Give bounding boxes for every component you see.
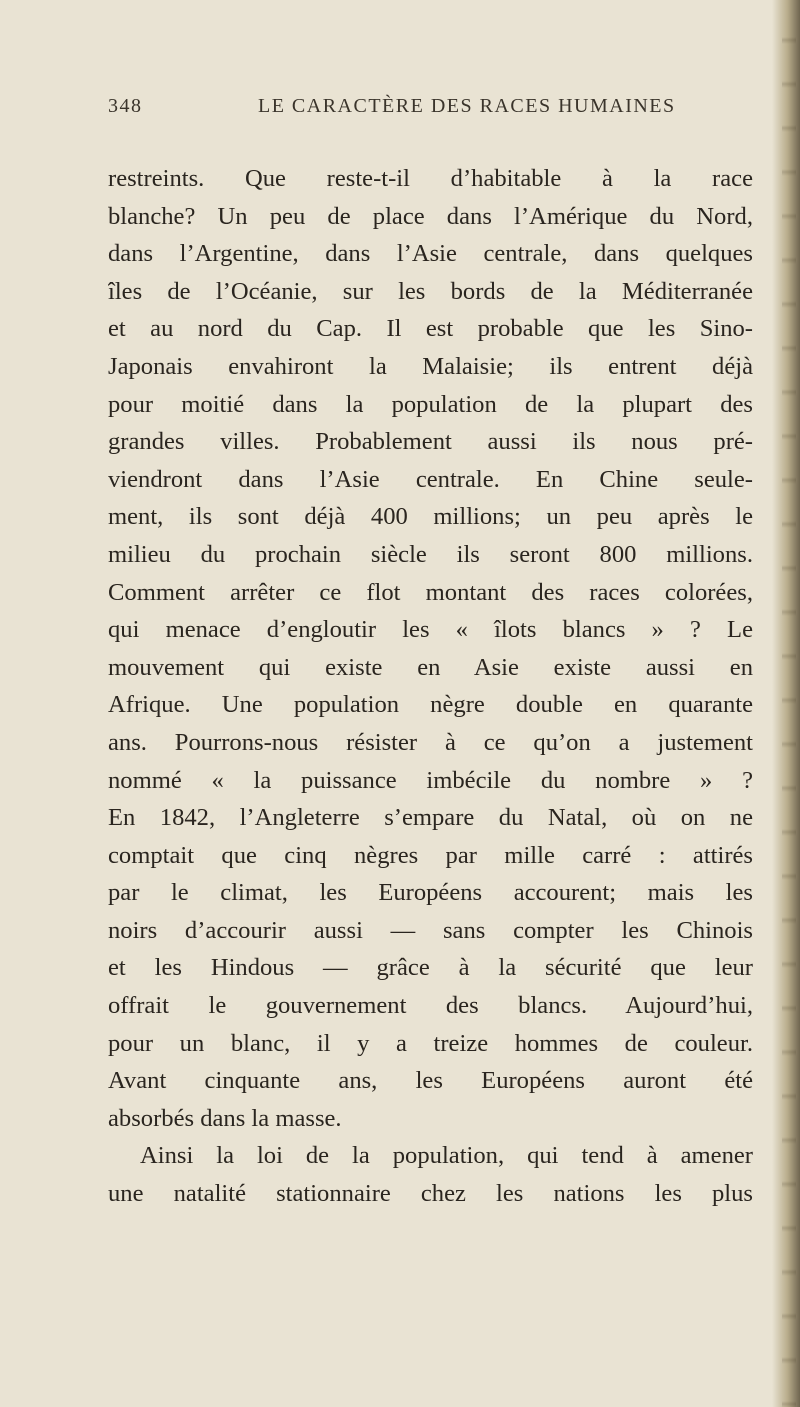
text-line: par le climat, les Européens accourent; mais les — [108, 879, 753, 907]
text-line: et les Hindous — grâce à la sécurité que leur — [108, 954, 753, 982]
text-line: absorbés dans la masse. — [108, 1104, 342, 1132]
text-line: ment, ils sont déjà 400 millions; un peu après le — [108, 503, 753, 531]
text-line: dans l’Argentine, dans l’Asie centrale, dans quelques — [108, 240, 753, 268]
text-line: milieu du prochain siècle ils seront 800 millions. — [108, 540, 753, 568]
text-line: pour un blanc, il y a treize hommes de couleur. — [108, 1029, 753, 1057]
text-line: nommé « la puissance imbécile du nombre » ? — [108, 766, 753, 794]
text-line: pour moitié dans la population de la plupart des — [108, 390, 753, 418]
text-line: îles de l’Océanie, sur les bords de la Méditerranée — [108, 277, 753, 305]
body-text — [108, 160, 753, 1213]
text-line: Japonais envahiront la Malaisie; ils entrent déjà — [108, 352, 753, 380]
text-line: Ainsi la loi de la population, qui tend à amener — [140, 1142, 753, 1170]
text-line: et au nord du Cap. Il est probable que les Sino- — [108, 315, 753, 343]
text-line: En 1842, l’Angleterre s’empare du Natal, où on ne — [108, 804, 753, 832]
text-line: Comment arrêter ce flot montant des races colorées, — [108, 578, 753, 606]
page-edge-stains — [782, 0, 796, 1407]
text-line: mouvement qui existe en Asie existe aussi en — [108, 653, 753, 681]
text-line: restreints. Que reste-t-il d’habitable à la race — [108, 165, 753, 192]
text-line: qui menace d’engloutir les « îlots blancs » ? Le — [108, 616, 753, 644]
page-header — [108, 95, 748, 125]
text-line: comptait que cinq nègres par mille carré : attirés — [108, 841, 753, 869]
text-line: viendront dans l’Asie centrale. En Chine seule- — [108, 465, 753, 493]
text-line: offrait le gouvernement des blancs. Aujourd’hui, — [108, 992, 753, 1020]
text-line: Avant cinquante ans, les Européens auront été — [108, 1067, 753, 1095]
running-title: LE CARACTÈRE DES RACES HUMAINES — [258, 95, 676, 117]
text-line: blanche? Un peu de place dans l’Amérique du Nord, — [108, 202, 753, 230]
text-line: ans. Pourrons-nous résister à ce qu’on a justement — [108, 728, 753, 756]
text-line: grandes villes. Probablement aussi ils nous pré- — [108, 428, 753, 456]
page-number: 348 — [108, 95, 143, 117]
text-line: Afrique. Une population nègre double en quarante — [108, 691, 753, 719]
text-line: noirs d’accourir aussi — sans compter les Chinois — [108, 916, 753, 944]
text-line: une natalité stationnaire chez les nations les plus — [108, 1180, 753, 1208]
